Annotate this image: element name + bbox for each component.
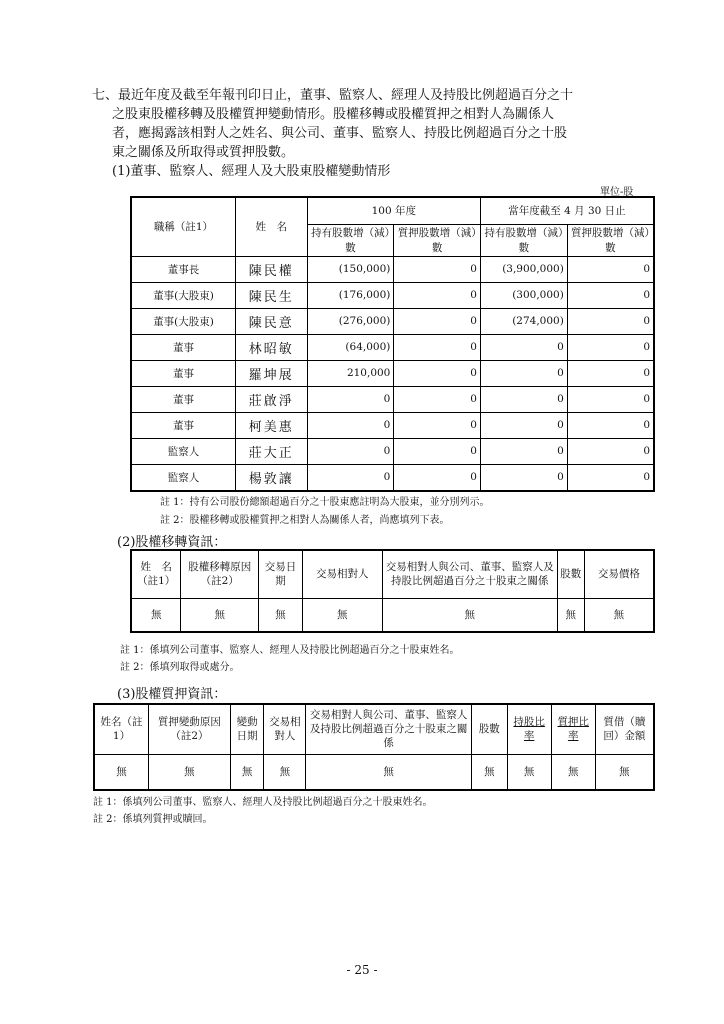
table3-cell-3: 無 [264,754,306,790]
table3-header-7: 質押比率 [551,704,595,754]
table2-cell-3: 無 [302,598,382,632]
table2-header-3: 交易相對人 [302,550,382,598]
shareholding-change-table [130,196,655,492]
row-name: 莊啟淨 [235,386,307,412]
row-hold-change-current: 0 [480,464,567,491]
row-pledge-change-current: 0 [567,282,654,308]
row-hold-change: 0 [307,412,394,438]
row-pledge-change-current: 0 [567,464,654,491]
table2-note1: 註 1：係填列公司董事、監察人、經理人及持股比例超過百分之十股東姓名。 [120,645,460,656]
row-hold-change: (276,000) [307,308,394,334]
table-row [131,360,654,386]
row-pledge-change-current: 0 [567,412,654,438]
row-pledge-change: 0 [394,282,481,308]
header-pledge: 質押股數增（減）數 [394,224,481,256]
row-hold-change: (150,000) [307,256,394,282]
row-title: 董事 [131,334,235,360]
header-name: 姓 名 [235,197,307,256]
row-hold-change: 0 [307,386,394,412]
table3-cell-1: 無 [149,754,231,790]
row-name: 林昭敏 [235,334,307,360]
row-pledge-change-current: 0 [567,334,654,360]
row-hold-change: 0 [307,464,394,491]
row-title: 董事(大股東) [131,282,235,308]
row-pledge-change: 0 [394,256,481,282]
table-row [131,282,654,308]
row-pledge-change: 0 [394,438,481,464]
table2-cell-0: 無 [131,598,181,632]
row-name: 陳民權 [235,256,307,282]
table-row [131,412,654,438]
row-pledge-change: 0 [394,334,481,360]
table2-caption: (2)股權移轉資訊： [117,535,227,550]
row-pledge-change: 0 [394,308,481,334]
table2-header-6: 交易價格 [584,550,654,598]
heading-line: 東之關係及所取得或質押股數。 [112,145,295,160]
table1-note1: 註 1：持有公司股份總額超過百分之十股東應註明為大股東，並分別列示。 [160,497,490,508]
table-row [131,308,654,334]
table3-cell-2: 無 [230,754,264,790]
table-row [131,438,654,464]
header-pledge2: 質押股數增（減）數 [567,224,654,256]
table2-header-0: 姓 名（註1） [131,550,181,598]
row-name: 柯美惠 [235,412,307,438]
table3-header-2: 變動日期 [230,704,264,754]
table2-header-4: 交易相對人與公司、董事、監察人及持股比例超過百分之十股東之關係 [382,550,557,598]
row-hold-change: 0 [307,438,394,464]
header-year: 100 年度 [307,197,480,224]
table2-header-2: 交易日期 [259,550,303,598]
table3-cell-7: 無 [551,754,595,790]
table2-cell-4: 無 [382,598,557,632]
share-pledge-table [93,703,655,791]
row-pledge-change: 0 [394,386,481,412]
row-hold-change-current: 0 [480,360,567,386]
section-heading [92,86,672,181]
row-hold-change: 210,000 [307,360,394,386]
row-pledge-change-current: 0 [567,360,654,386]
row-hold-change-current: (3,900,000) [480,256,567,282]
table3-cell-0: 無 [94,754,149,790]
table3-header-3: 交易相對人 [264,704,306,754]
table3-header-6: 持股比率 [507,704,551,754]
header-hold2: 持有股數增（減）數 [480,224,567,256]
row-hold-change: (176,000) [307,282,394,308]
unit-label: 單位-股 [600,187,634,198]
header-current: 當年度截至 4 月 30 日止 [480,197,654,224]
row-title: 監察人 [131,464,235,491]
row-name: 羅坤展 [235,360,307,386]
table2-cell-1: 無 [181,598,259,632]
table3-header-4: 交易相對人與公司、董事、監察人及持股比例超過百分之十股東之關係 [306,704,472,754]
row-pledge-change-current: 0 [567,386,654,412]
table3-header-5: 股數 [472,704,508,754]
header-title: 職稱（註1） [131,197,235,256]
row-pledge-change: 0 [394,412,481,438]
row-hold-change-current: 0 [480,412,567,438]
row-title: 董事 [131,360,235,386]
table3-note1: 註 1：係填列公司董事、監察人、經理人及持股比例超過百分之十股東姓名。 [93,797,433,808]
table1-note2: 註 2：股權移轉或股權質押之相對人為關係人者，尚應填列下表。 [160,515,450,526]
row-pledge-change: 0 [394,360,481,386]
table2-cell-2: 無 [259,598,303,632]
table1-caption: (1)董事、監察人、經理人及大股東股權變動情形 [112,164,391,179]
heading-line: 者，應揭露該相對人之姓名、與公司、董事、監察人、持股比例超過百分之十股 [112,126,568,141]
row-pledge-change-current: 0 [567,308,654,334]
row-hold-change: (64,000) [307,334,394,360]
table3-cell-5: 無 [472,754,508,790]
row-title: 董事 [131,386,235,412]
heading-line: 之股東股權移轉及股權質押變動情形。股權移轉或股權質押之相對人為關係人 [112,107,555,122]
share-transfer-table [130,549,655,633]
table2-header-5: 股數 [557,550,584,598]
table-row [131,334,654,360]
row-title: 監察人 [131,438,235,464]
row-name: 陳民生 [235,282,307,308]
table3-header-1: 質押變動原因（註2） [149,704,231,754]
row-hold-change-current: 0 [480,438,567,464]
table3-note2: 註 2：係填列質押或贖回。 [93,814,213,825]
row-title: 董事 [131,412,235,438]
row-title: 董事長 [131,256,235,282]
heading-line: 七、最近年度及截至年報刊印日止，董事、監察人、經理人及持股比例超過百分之十 [92,88,574,103]
table2-cell-6: 無 [584,598,654,632]
table2-note2: 註 2：係填列取得或處分。 [120,662,240,673]
table2-header-1: 股權移轉原因（註2） [181,550,259,598]
table-row [131,386,654,412]
table3-header-8: 質借（贖回）金額 [595,704,654,754]
row-hold-change-current: 0 [480,386,567,412]
row-hold-change-current: (274,000) [480,308,567,334]
table-row [131,256,654,282]
table2-cell-5: 無 [557,598,584,632]
row-name: 陳民意 [235,308,307,334]
table3-caption: (3)股權質押資訊： [117,687,227,702]
row-name: 莊大正 [235,438,307,464]
page-number: - 25 - [346,963,378,977]
row-hold-change-current: (300,000) [480,282,567,308]
row-pledge-change-current: 0 [567,256,654,282]
row-title: 董事(大股東) [131,308,235,334]
header-hold: 持有股數增（減）數 [307,224,394,256]
table3-header-0: 姓名（註1） [94,704,149,754]
row-hold-change-current: 0 [480,334,567,360]
row-pledge-change-current: 0 [567,438,654,464]
table3-cell-4: 無 [306,754,472,790]
row-pledge-change: 0 [394,464,481,491]
table3-cell-8: 無 [595,754,654,790]
table-row [131,464,654,491]
table3-cell-6: 無 [507,754,551,790]
row-name: 楊敦讓 [235,464,307,491]
